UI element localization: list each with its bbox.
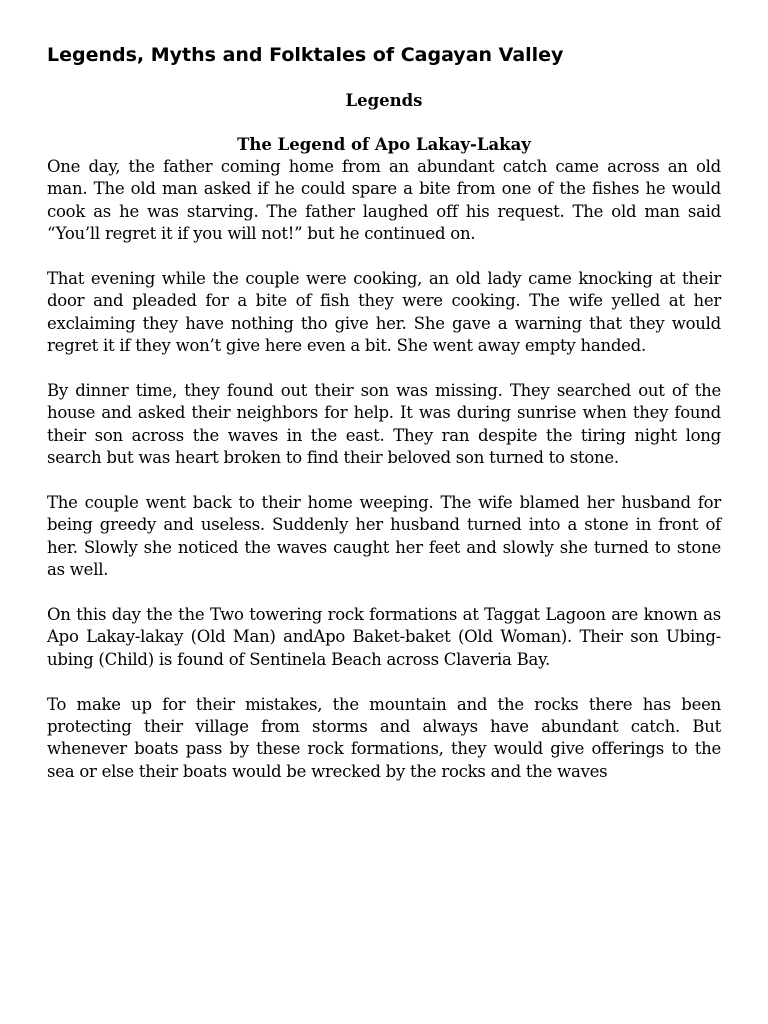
story-body <box>47 156 721 783</box>
story-title: The Legend of Apo Lakay-Lakay <box>237 135 531 154</box>
story-paragraph: By dinner time, they found out their son was missing. They searched out of the house and asked their neighbors for help. It was during sunrise when they found their son across the waves in the east. They ran despite the tiring night long search but was heart broken to find their beloved son turned to stone. <box>47 381 721 468</box>
story-paragraph: That evening while the couple were cooking, an old lady came knocking at their door and pleaded for a bite of fish they were cooking. The wife yelled at her exclaiming they have nothing tho give her. She gave a warning that they would regret it if they won’t give here even a bit. She went away empty handed. <box>47 269 721 356</box>
story-paragraph: To make up for their mistakes, the mountain and the rocks there has been protecting their village from storms and always have abundant catch. But whenever boats pass by these rock formations, they would give offerings to the sea or else their boats would be wrecked by the rocks and the waves <box>47 694 721 781</box>
document-title: Legends, Myths and Folktales of Cagayan Valley <box>47 44 564 66</box>
document-page <box>47 42 721 806</box>
story-paragraph: The couple went back to their home weeping. The wife blamed her husband for being greedy and useless. Suddenly her husband turned into a stone in front of her. Slowly she noticed the waves caught her feet and slowly she turned to stone as well. <box>47 493 721 580</box>
story-paragraph: One day, the father coming home from an abundant catch came across an old man. The old man asked if he could spare a bite from one of the fishes he would cook as he was starving. The father laughed off his request. The old man said “You’ll regret it if you will not!” but he continued on. <box>47 157 721 244</box>
section-heading: Legends <box>345 91 423 110</box>
story-paragraph: On this day the the Two towering rock formations at Taggat Lagoon are known as Apo Lakay-lakay (Old Man) andApo Baket-baket (Old Woman). Their son Ubing-ubing (Child) is found of Sentinela Beach across Claveria Bay. <box>47 605 721 669</box>
